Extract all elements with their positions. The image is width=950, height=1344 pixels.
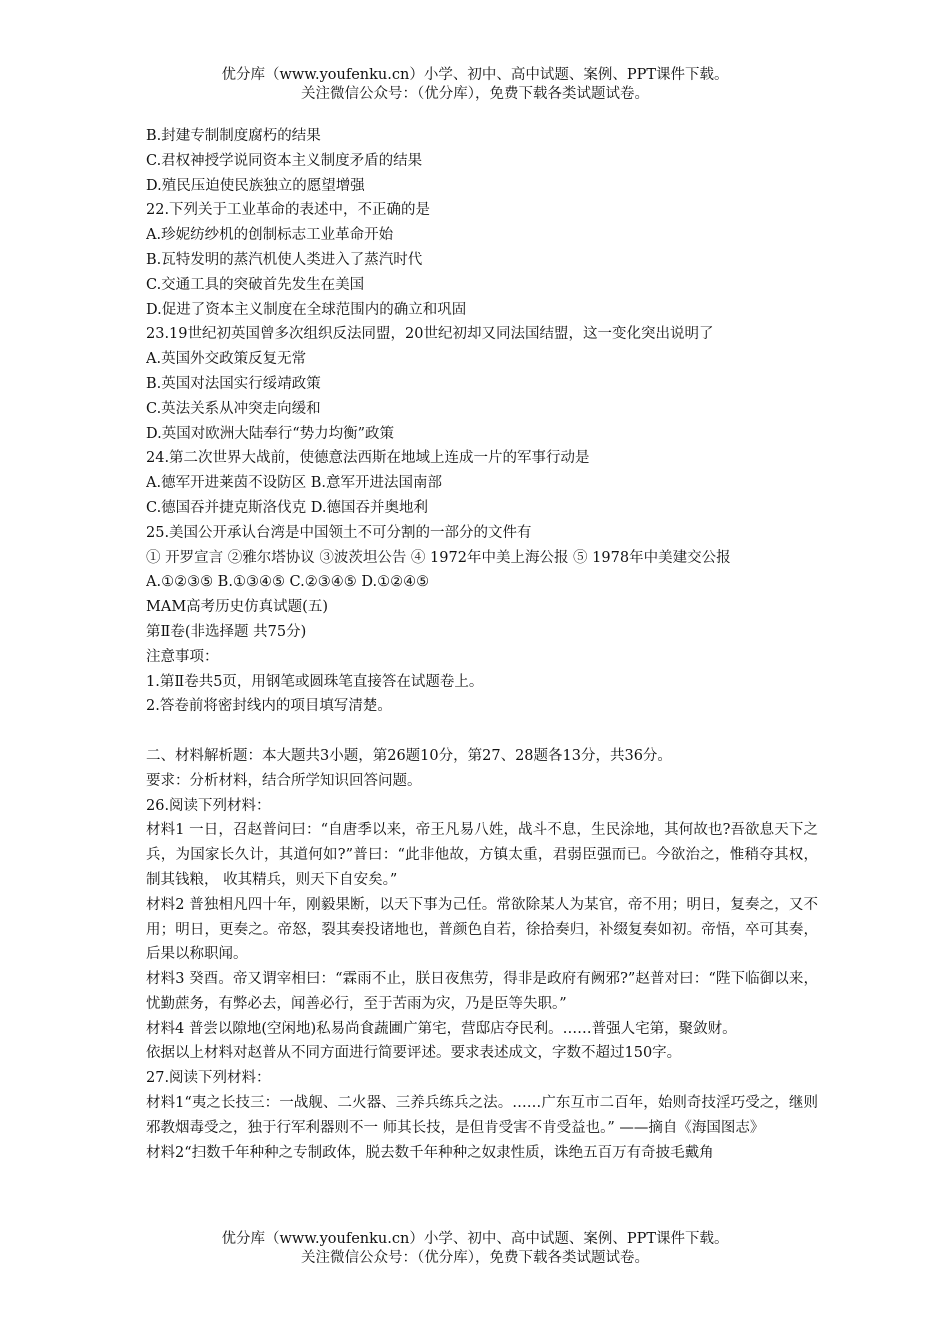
options-ab-24: A.德军开进莱茵不设防区 B.意军开进法国南部	[146, 475, 442, 492]
note-2: 2.答卷前将密封线内的项目填写清楚。	[146, 698, 392, 715]
header-line-1: 优分库（www.youfenku.cn）小学、初中、高中试题、案例、PPT课件下载。	[221, 67, 729, 83]
question-27: 27.阅读下列材料：	[146, 1070, 271, 1087]
document-body	[146, 124, 818, 1165]
material-27-2: 材料2“扫数千年种种之专制政体，脱去数千年种种之奴隶性质，诛绝五百万有奇披毛戴角	[146, 1144, 714, 1161]
option-b-22: B.瓦特发明的蒸汽机使人类进入了蒸汽时代	[146, 251, 423, 268]
option-a-22: A.珍妮纺纱机的创制标志工业革命开始	[146, 227, 394, 244]
option-b-21: B.封建专制制度腐朽的结果	[146, 128, 321, 144]
requirement: 要求：分析材料，结合所学知识回答问题。	[146, 772, 422, 789]
material-26-4: 材料4 普尝以隙地(空闲地)私易尚食蔬圃广第宅，营邸店夺民利。……普强人宅第，聚敛财。	[146, 1020, 737, 1037]
question-26-prompt: 依据以上材料对赵普从不同方面进行简要评述。要求表述成文，字数不超过150字。	[146, 1045, 682, 1062]
question-24: 24.第二次世界大战前，使德意法西斯在地域上连成一片的军事行动是	[146, 450, 590, 467]
option-c-23: C.英法关系从冲突走向缓和	[146, 400, 321, 417]
material-26-1: 材料1 一日，召赵普问曰：“自唐季以来，帝王凡易八姓，战斗不息，生民涂地，其何故也?吾欲息天下之兵，为国家长久计，其道何如?”普曰：“此非他故，方镇太重，君弱臣强而已。今欲治之，惟稍夺其权，制其钱粮， 收其精兵，则天下自安矣。”	[146, 822, 818, 888]
question-22: 22.下列关于工业革命的表述中，不正确的是	[146, 202, 431, 219]
section-title: 第Ⅱ卷(非选择题 共75分)	[146, 623, 307, 640]
material-26-2: 材料2 普独相凡四十年，刚毅果断，以天下事为己任。常欲除某人为某官，帝不用；明日，复奏之，又不用；明日，更奏之。帝怒，裂其奏投诸地也，普颜色自若，徐拾奏归，补缀复奏如初。帝悟，卒可其奏，后果以称职闻。	[146, 896, 818, 963]
footer-line-2: 关注微信公众号：（优分库），免费下载各类试题试卷。	[301, 1250, 649, 1266]
question-26: 26.阅读下列材料：	[146, 797, 271, 814]
material-27-1: 材料1“夷之长技三：一战舰、二火器、三养兵练兵之法。……广东互市二百年，始则奇技淫巧受之，继则邪教烟毒受之，独于行军利器则不一 师其长技，是但肯受害不肯受益也。” ——摘自《海国图志》	[146, 1095, 818, 1136]
option-d-21: D.殖民压迫使民族独立的愿望增强	[146, 177, 365, 194]
option-c-22: C.交通工具的突破首先发生在美国	[146, 276, 365, 293]
material-26-3: 材料3 癸酉。帝又谓宰相曰：“霖雨不止，朕日夜焦劳，得非是政府有阙邪?”赵普对曰：“陛下临御以来，忧勤蔗务，有弊必去，闻善必行，至于苦雨为灾，乃是臣等失职。”	[146, 971, 818, 1012]
exam-title: MAM高考历史仿真试题(五)	[146, 599, 328, 616]
blank-line	[146, 719, 818, 744]
option-d-23: D.英国对欧洲大陆奉行“势力均衡”政策	[146, 425, 395, 442]
options-25: A.①②③⑤ B.①③④⑤ C.②③④⑤ D.①②④⑤	[146, 574, 430, 591]
header-line-2: 关注微信公众号：（优分库），免费下载各类试题试卷。	[301, 86, 649, 102]
page-footer	[0, 1230, 950, 1268]
part-two-heading: 二、材料解析题：本大题共3小题，第26题10分，第27、28题各13分，共36分。	[146, 747, 672, 764]
page-header	[0, 66, 950, 104]
question-25: 25.美国公开承认台湾是中国领土不可分割的一部分的文件有	[146, 524, 532, 541]
option-a-23: A.英国外交政策反复无常	[146, 351, 307, 368]
option-d-22: D.促进了资本主义制度在全球范围内的确立和巩固	[146, 301, 467, 318]
footer-line-1: 优分库（www.youfenku.cn）小学、初中、高中试题、案例、PPT课件下载。	[221, 1231, 729, 1247]
note-1: 1.第Ⅱ卷共5页，用钢笔或圆珠笔直接答在试题卷上。	[146, 673, 484, 690]
option-b-23: B.英国对法国实行绥靖政策	[146, 375, 321, 392]
question-23: 23.19世纪初英国曾多次组织反法同盟，20世纪初却又同法国结盟，这一变化突出说明了	[146, 326, 714, 343]
notes-heading: 注意事项：	[146, 648, 219, 665]
items-25: ① 开罗宣言 ②雅尔塔协议 ③波茨坦公告 ④ 1972年中美上海公报 ⑤ 1978年中美建交公报	[146, 549, 731, 566]
option-c-21: C.君权神授学说同资本主义制度矛盾的结果	[146, 152, 423, 169]
options-cd-24: C.德国吞并捷克斯洛伐克 D.德国吞并奥地利	[146, 499, 429, 516]
